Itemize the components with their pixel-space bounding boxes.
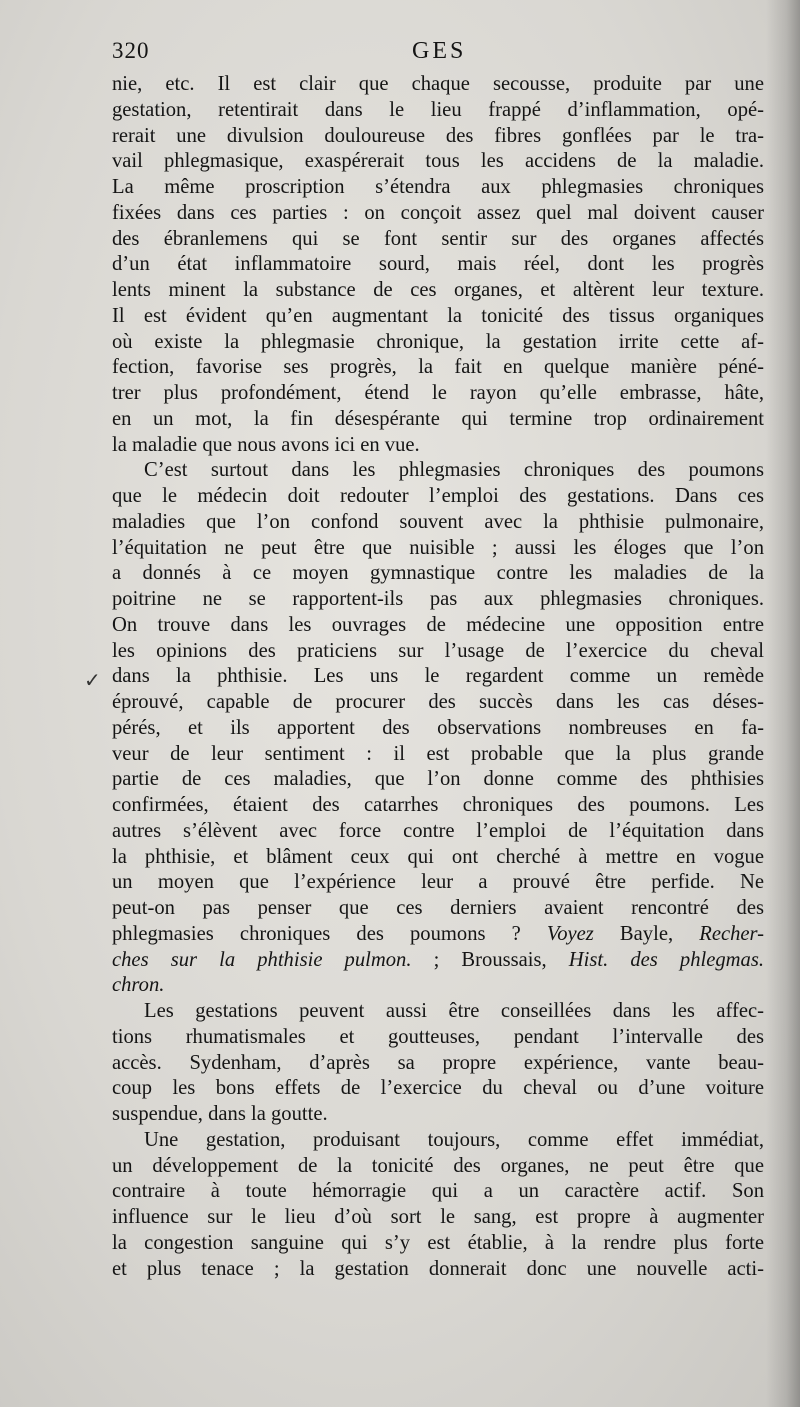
text-line: [112, 1051, 764, 1077]
text-run: les opinions des praticiens sur l’usage de l’exercice du cheval: [112, 639, 764, 662]
text-line: [112, 1231, 764, 1257]
text-run: nie, etc. Il est clair que chaque secousse, produite par une: [112, 73, 764, 95]
italic-text-run: Voyez: [546, 922, 594, 945]
text-run: dans la phthisie. Les uns le regardent comme un remède: [112, 665, 764, 688]
text-run: veur de leur sentiment : il est probable que la plus grande: [112, 742, 764, 765]
text-run: où existe la phlegmasie chronique, la gestation irrite cette af-: [112, 330, 764, 353]
text-run: peut-on pas penser que ces derniers avaient rencontré des: [112, 897, 764, 919]
text-line: [112, 664, 764, 690]
text-line: [112, 330, 764, 356]
body-text: [112, 72, 764, 1282]
text-line: [112, 458, 764, 484]
text-line: [112, 819, 764, 845]
text-run: l’équitation ne peut être que nuisible ; aussi les éloges que l’on: [112, 536, 764, 559]
text-run: a donnés à ce moyen gymnastique contre les maladies de la: [112, 562, 764, 585]
text-run: la phthisie, et blâment ceux qui ont cherché à mettre en vogue: [112, 845, 764, 868]
page-number: 320: [112, 38, 150, 63]
text-line: [112, 896, 764, 922]
text-run: un moyen que l’expérience leur a prouvé être perfide. Ne: [112, 871, 764, 894]
text-run: accès. Sydenham, d’après sa propre expérience, vante beau-: [112, 1051, 764, 1074]
italic-text-run: ches sur la phthisie pulmon.: [112, 948, 412, 971]
text-line: [112, 948, 764, 974]
text-line: [112, 742, 764, 768]
text-run: en un mot, la fin désespérante qui termine trop ordinairement: [112, 407, 764, 430]
text-line: [112, 690, 764, 716]
text-line: [112, 510, 764, 536]
text-run: vail phlegmasique, exaspérerait tous les accidens de la maladie.: [112, 150, 764, 173]
text-run: phlegmasies chroniques des poumons ?: [112, 922, 547, 945]
text-run: la maladie que nous avons ici en vue.: [112, 433, 420, 456]
text-run: maladies que l’on confond souvent avec la phthisie pulmonaire,: [112, 510, 764, 533]
text-run: Bayle,: [593, 922, 700, 945]
page-gutter-shadow: [766, 0, 800, 1407]
text-run: trer plus profondément, étend le rayon qu’elle embrasse, hâte,: [112, 382, 764, 404]
text-line: [112, 536, 764, 562]
text-run: Les gestations peuvent aussi être conseillées dans les affec-: [144, 1000, 764, 1022]
text-run: tions rhumatismales et goutteuses, pendant l’intervalle des: [112, 1025, 764, 1048]
text-run: Une gestation, produisant toujours, comme effet immédiat,: [144, 1128, 764, 1151]
text-line: [112, 1205, 764, 1231]
text-line: [112, 587, 764, 613]
text-line: [112, 98, 764, 124]
text-run: contraire à toute hémorragie qui a un caractère actif. Son: [112, 1180, 764, 1203]
text-run: fixées dans ces parties : on conçoit assez quel mal doivent causer: [112, 201, 764, 224]
text-line: [112, 561, 764, 587]
text-run: ; Broussais,: [411, 948, 569, 971]
text-line: [112, 716, 764, 742]
text-run: suspendue, dans la goutte.: [112, 1103, 328, 1125]
text-line: [112, 304, 764, 330]
text-line: [112, 278, 764, 304]
text-run: On trouve dans les ouvrages de médecine une opposition entre: [112, 613, 764, 636]
text-line: [112, 767, 764, 793]
text-run: des ébranlemens qui se font sentir sur des organes affectés: [112, 227, 764, 250]
text-line: [112, 201, 764, 227]
text-line: [112, 973, 764, 999]
text-run: éprouvé, capable de procurer des succès dans les cas déses-: [112, 691, 764, 713]
text-run: et plus tenace ; la gestation donnerait donc une nouvelle acti-: [112, 1257, 764, 1280]
text-line: [112, 1128, 764, 1154]
text-run: La même proscription s’étendra aux phlegmasies chroniques: [112, 176, 764, 198]
text-run: pérés, et ils apportent des observations nombreuses en fa-: [112, 716, 764, 739]
text-run: confirmées, étaient des catarrhes chroniques des poumons. Les: [112, 794, 764, 816]
text-line: [112, 407, 764, 433]
text-run: la congestion sanguine qui s’y est établie, à la rendre plus forte: [112, 1231, 764, 1254]
text-line: [112, 793, 764, 819]
italic-text-run: Hist. des phlegmas.: [568, 948, 764, 971]
text-line: [112, 1102, 764, 1128]
running-head: GES: [412, 38, 467, 64]
text-line: [112, 175, 764, 201]
text-line: [112, 999, 764, 1025]
text-run: un développement de la tonicité des organes, ne peut être que: [112, 1154, 764, 1177]
text-run: autres s’élèvent avec force contre l’emploi de l’équitation dans: [112, 819, 764, 842]
text-line: [112, 1154, 764, 1180]
page-header: [112, 38, 767, 74]
text-run: que le médecin doit redouter l’emploi des gestations. Dans ces: [112, 485, 764, 507]
margin-annotation-mark: ✓: [84, 670, 101, 692]
italic-text-run: Recher-: [699, 922, 764, 945]
text-line: [112, 252, 764, 278]
text-line: [112, 149, 764, 175]
text-run: fection, favorise ses progrès, la fait en quelque manière péné-: [112, 356, 764, 379]
text-run: poitrine ne se rapportent-ils pas aux phlegmasies chroniques.: [112, 588, 764, 610]
text-line: [112, 227, 764, 253]
text-line: [112, 870, 764, 896]
text-line: [112, 1076, 764, 1102]
text-run: lents minent la substance de ces organes, et altèrent leur texture.: [112, 279, 764, 301]
text-line: [112, 922, 764, 948]
text-line: [112, 639, 764, 665]
text-line: [112, 845, 764, 871]
text-run: C’est surtout dans les phlegmasies chroniques des poumons: [144, 459, 764, 482]
text-run: partie de ces maladies, que l’on donne comme des phthisies: [112, 768, 764, 791]
text-line: [112, 1257, 764, 1283]
text-line: [112, 381, 764, 407]
text-line: [112, 124, 764, 150]
text-line: [112, 484, 764, 510]
text-line: [112, 1025, 764, 1051]
text-line: [112, 355, 764, 381]
text-run: Il est évident qu’en augmentant la tonicité des tissus organiques: [112, 304, 764, 327]
text-line: [112, 72, 764, 98]
text-run: coup les bons effets de l’exercice du cheval ou d’une voiture: [112, 1077, 764, 1100]
text-run: influence sur le lieu d’où sort le sang, est propre à augmenter: [112, 1206, 764, 1228]
text-line: [112, 613, 764, 639]
text-run: rerait une divulsion douloureuse des fibres gonflées par le tra-: [112, 124, 764, 147]
text-line: [112, 433, 764, 459]
text-run: d’un état inflammatoire sourd, mais réel, dont les progrès: [112, 253, 764, 276]
text-line: [112, 1179, 764, 1205]
italic-text-run: chron.: [112, 974, 165, 997]
text-run: gestation, retentirait dans le lieu frappé d’inflammation, opé-: [112, 98, 764, 121]
